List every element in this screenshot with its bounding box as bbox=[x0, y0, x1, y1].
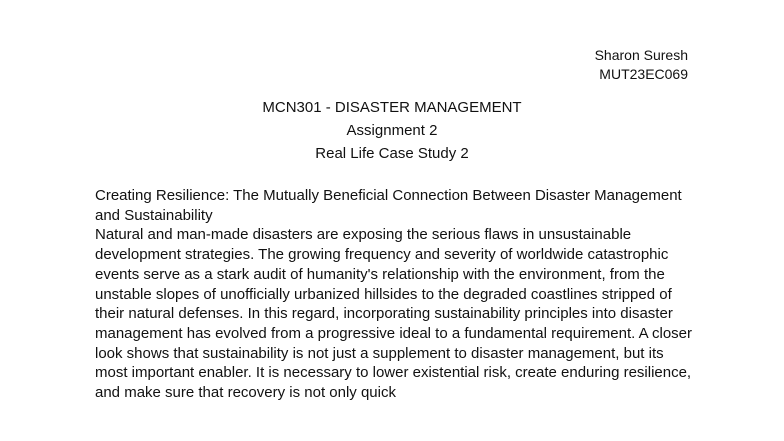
roll-number: MUT23EC069 bbox=[599, 66, 688, 82]
author-block bbox=[595, 46, 688, 84]
course-title: MCN301 - DISASTER MANAGEMENT bbox=[262, 99, 522, 116]
document-header bbox=[0, 96, 784, 165]
case-study-title: Real Life Case Study 2 bbox=[315, 145, 469, 162]
essay-title: Creating Resilience: The Mutually Beneficial Connection Between Disaster Management and Sustainability bbox=[95, 187, 682, 224]
document-body bbox=[95, 186, 695, 403]
author-name: Sharon Suresh bbox=[594, 47, 688, 63]
essay-paragraph: Natural and man-made disasters are exposing the serious flaws in unsustainable development strategies. The growing frequency and severity of worldwide catastrophic events serve as a stark audit of humanity's relationship with the environment, from the unstable slopes of unofficially urbanized hillsides to the degraded coastlines stripped of their natural defenses. In this regard, incorporating sustainability principles into disaster management has evolved from a progressive ideal to a fundamental requirement. A closer look shows that sustainability is not just a supplement to disaster management, but its most important enabler. It is necessary to lower existential risk, create enduring resilience, and make sure that recovery is not only quick bbox=[95, 226, 692, 402]
assignment-title: Assignment 2 bbox=[346, 122, 438, 139]
